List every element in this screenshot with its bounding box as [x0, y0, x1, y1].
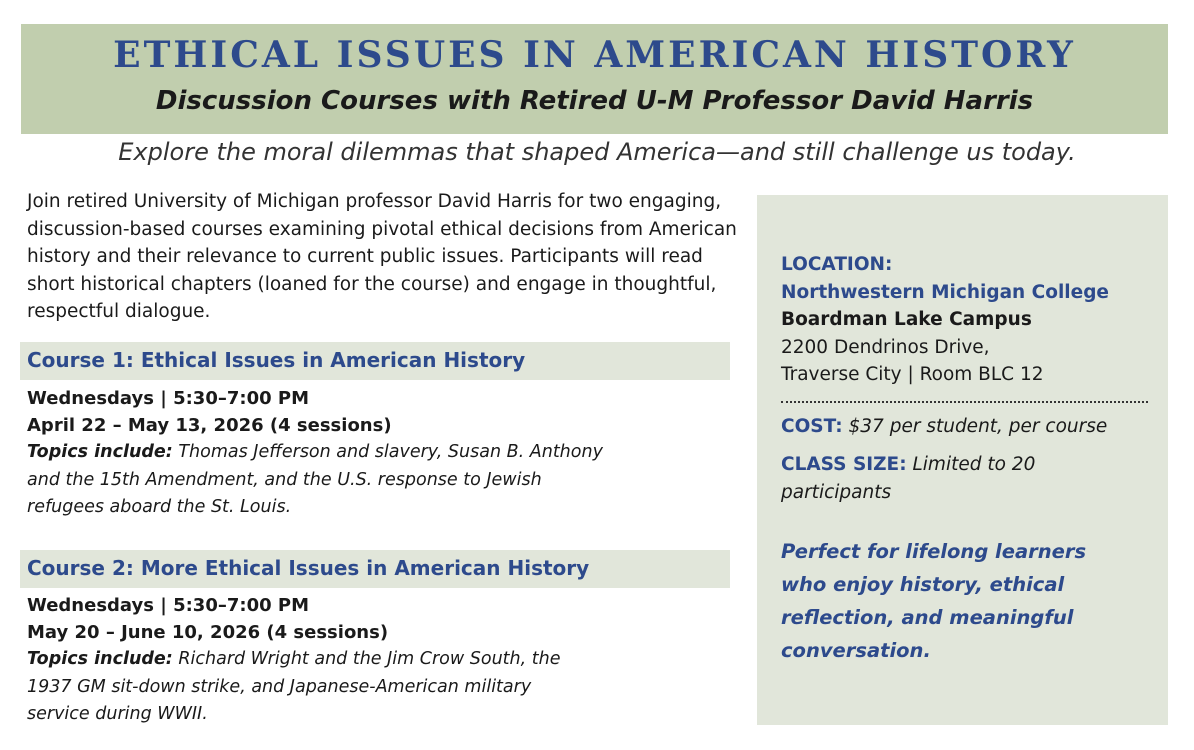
cost-value: $37 per student, per course	[842, 416, 1108, 437]
page-title: ETHICAL ISSUES IN AMERICAN HISTORY	[113, 34, 1076, 76]
course-1-topics-label: Topics include:	[27, 442, 173, 462]
location-address: 2200 Dendrinos Drive,	[781, 336, 990, 358]
course-1-schedule: Wednesdays | 5:30–7:00 PM	[27, 388, 309, 409]
location-city-room: Traverse City | Room BLC 12	[781, 364, 1044, 385]
course-2-dates: May 20 – June 10, 2026 (4 sessions)	[27, 622, 389, 643]
course-1-topics	[27, 439, 612, 522]
class-size-label: CLASS SIZE:	[781, 454, 907, 475]
location-label: LOCATION:	[781, 254, 893, 275]
cost-line	[781, 413, 1107, 441]
info-sidebar	[757, 195, 1168, 725]
cost-label: COST:	[781, 416, 843, 437]
class-size-value: Limited to 20 participants	[781, 454, 1036, 503]
location-campus: Boardman Lake Campus	[781, 309, 1032, 330]
tagline: Explore the moral dilemmas that shaped America—and still challenge us today.	[118, 138, 1076, 166]
course-2-topics-label: Topics include:	[27, 649, 173, 669]
course-2-schedule: Wednesdays | 5:30–7:00 PM	[27, 595, 309, 616]
class-size-line	[781, 451, 1111, 506]
course-2-title: Course 2: More Ethical Issues in American History	[27, 556, 590, 580]
course-2-topics-text: Richard Wright and the Jim Crow South, the 1937 GM sit-down strike, and Japanese-American military service during WWII.	[27, 649, 561, 724]
location-college: Northwestern Michigan College	[781, 281, 1109, 303]
course-1-heading-bar	[20, 342, 730, 380]
closing-statement: Perfect for lifelong learners who enjoy history, ethical reflection, and meaningful conversation.	[781, 540, 1087, 662]
course-1-title: Course 1: Ethical Issues in American History	[27, 348, 526, 372]
intro-paragraph: Join retired University of Michigan professor David Harris for two engaging, discussion-based courses examining pivotal ethical decisions from American history and their relevance to current public issues. Participants will read short historical chapters (loaned for the course) and engage in thoughtful, respectful dialogue.	[27, 191, 737, 322]
course-2-topics	[27, 646, 587, 729]
course-1-topics-text: Thomas Jefferson and slavery, Susan B. Anthony and the 15th Amendment, and the U.S. response to Jewish refugees aboard the St. Louis.	[27, 442, 603, 517]
course-2-details	[27, 592, 647, 729]
course-1-details	[27, 385, 647, 522]
header-banner	[21, 24, 1168, 134]
course-2-heading-bar	[20, 550, 730, 588]
location-block	[781, 251, 1109, 389]
course-1-dates: April 22 – May 13, 2026 (4 sessions)	[27, 415, 392, 436]
dotted-divider	[781, 401, 1148, 403]
page-subtitle: Discussion Courses with Retired U-M Professor David Harris	[155, 86, 1034, 116]
